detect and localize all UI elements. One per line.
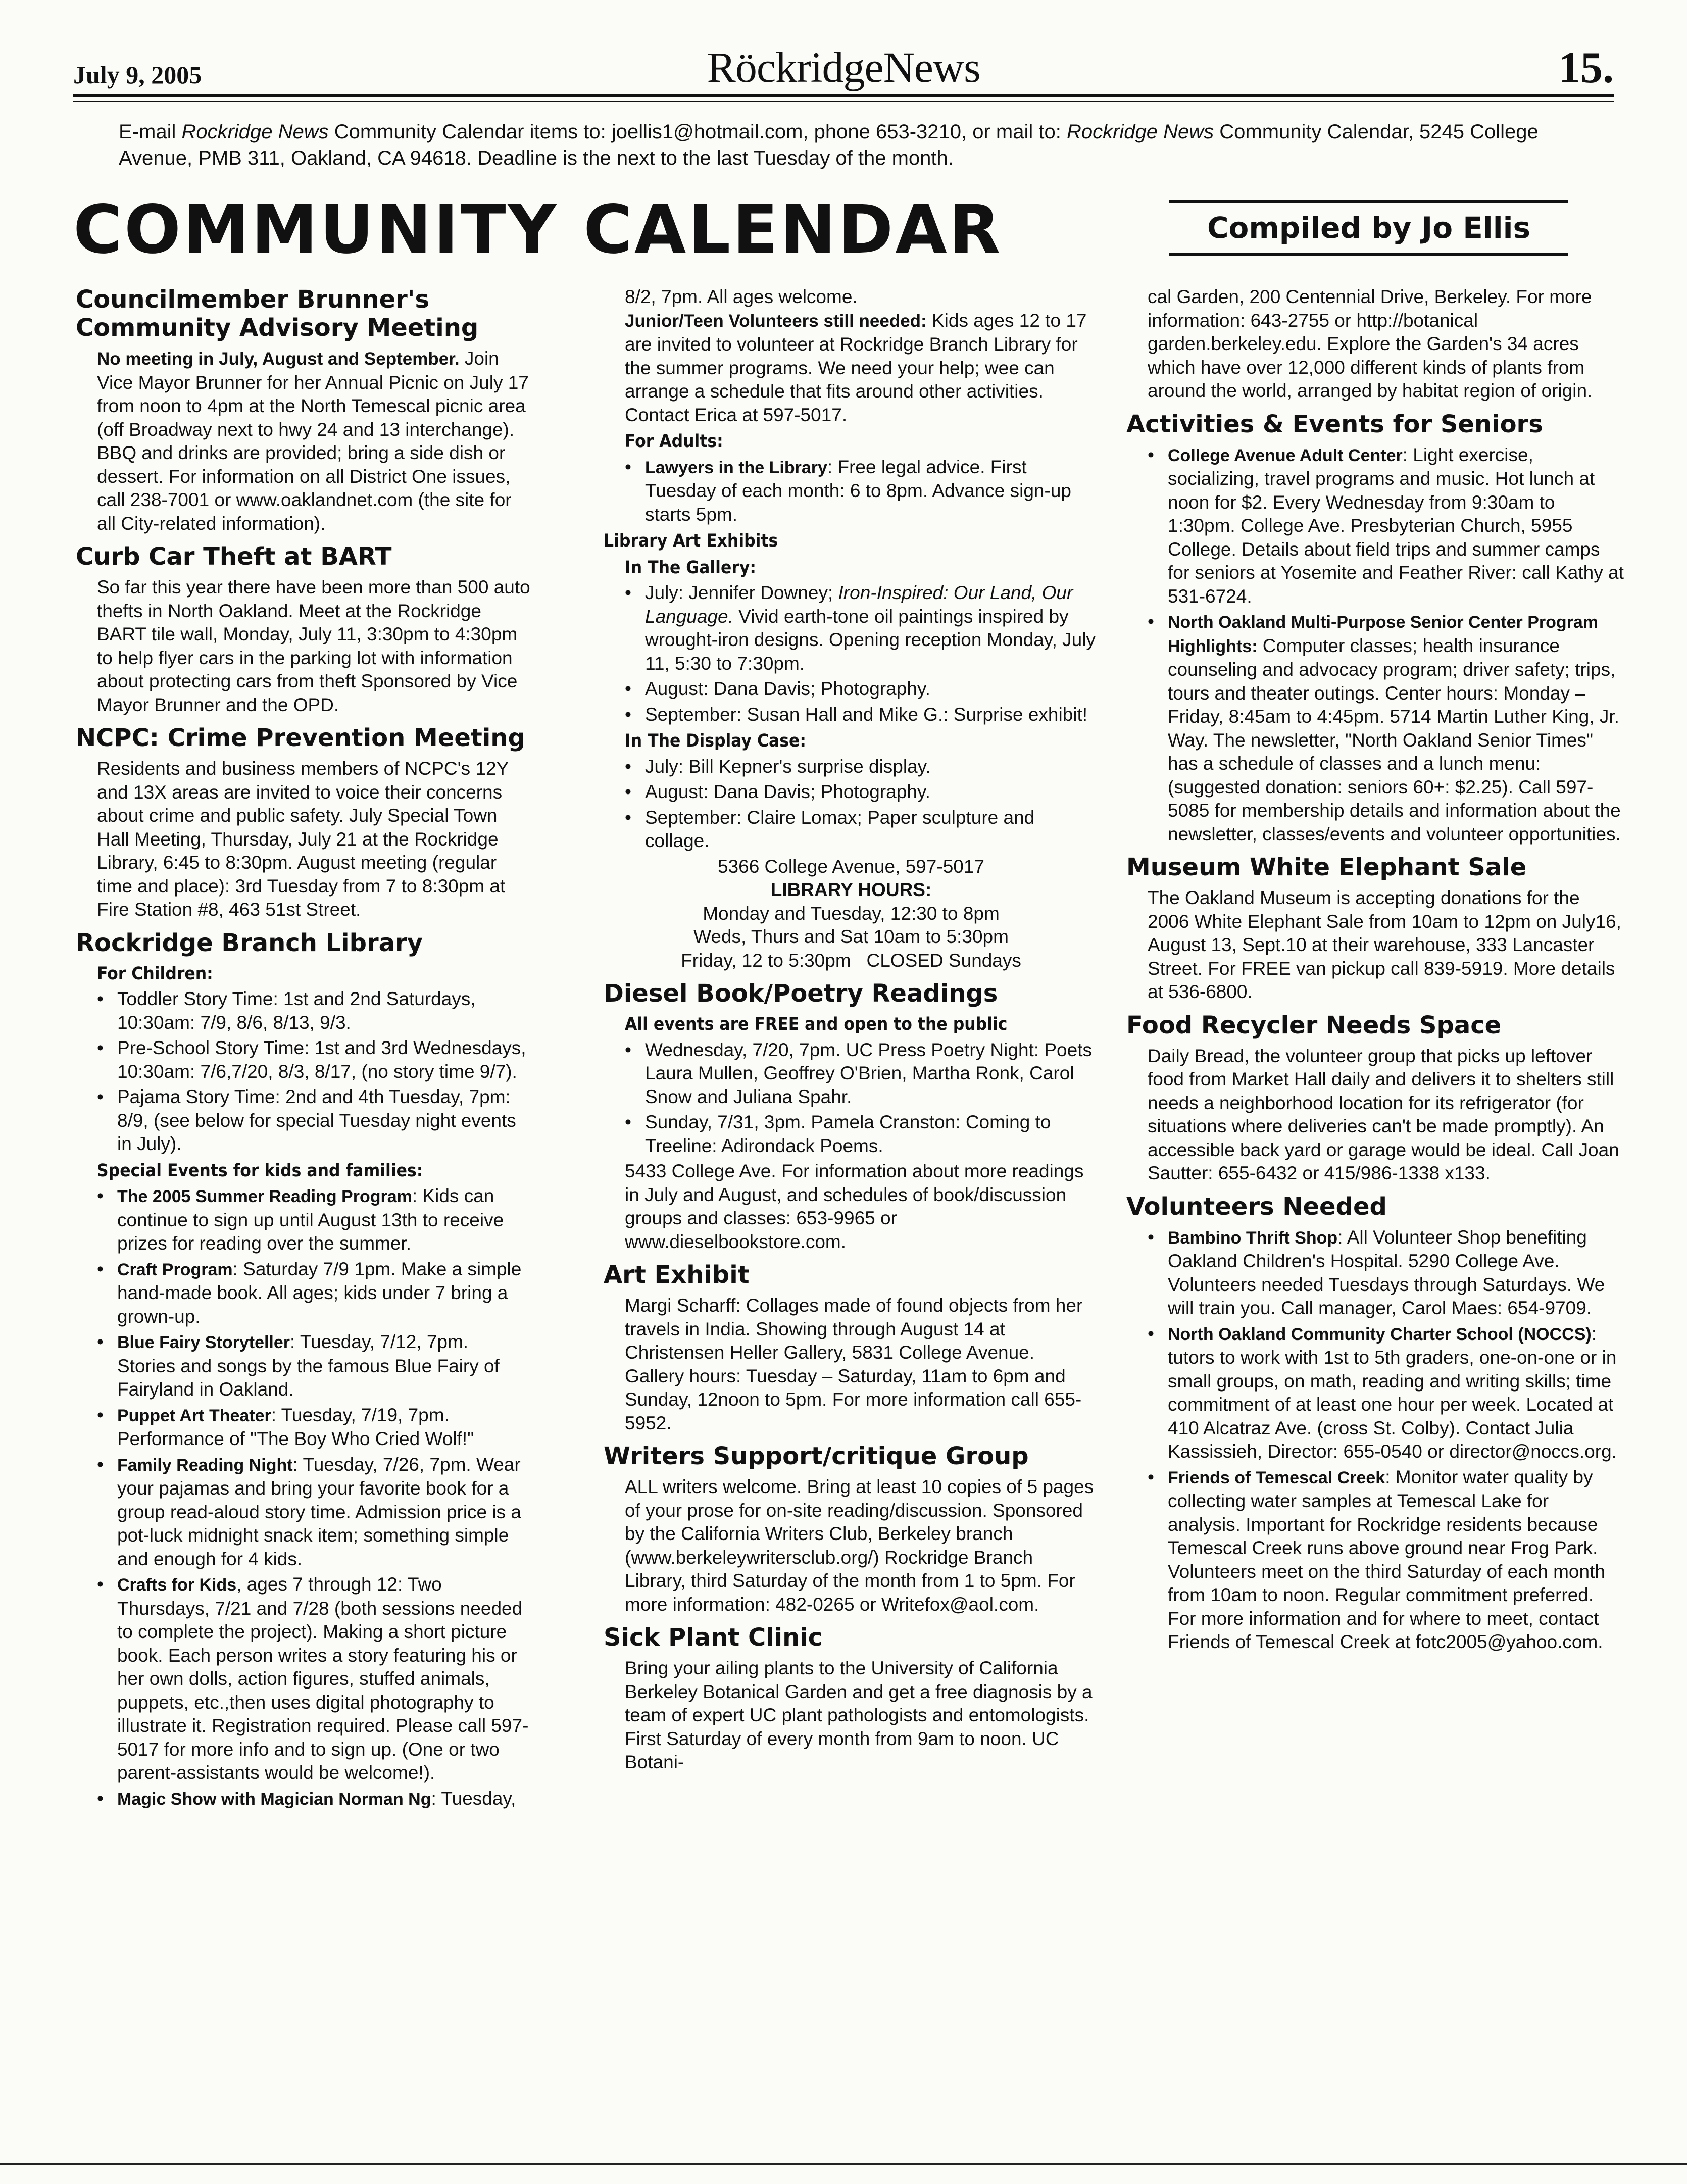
article-plant-clinic [604, 1623, 1099, 1774]
list-item: • North Oakland Community Charter School (NOCCS): tutors to work with 1st to 5th graders, one-on-one or in small groups, on math, reading and writing skills; time commitment of at least one hour per week. Located at 410 Alcatraz Ave. (cross St. Colby). Contact Julia Kassissieh, Director: 655-0540 or director@noccs.org. [1148, 1322, 1626, 1464]
display-list [604, 755, 1099, 853]
paper-name: RöckridgeNews [707, 43, 980, 91]
article-brunner [76, 285, 530, 535]
library-address: 5366 College Avenue, 597-5017 [717, 856, 985, 877]
article-body: The Oakland Museum is accepting donations for the 2006 White Elephant Sale from 10am to 12pm on July16, August 13, Sept.10 at their warehouse, 333 Lancaster Street. For FREE van pickup call 839-5919. More details at 536-6800. [1148, 887, 1621, 1002]
article-diesel [604, 979, 1099, 1254]
seniors-list [1126, 443, 1626, 847]
byline: Compiled by Jo Ellis [1207, 211, 1531, 245]
list-item: • Puppet Art Theater: Tuesday, 7/19, 7pm. Performance of "The Boy Who Cried Wolf!" [97, 1404, 530, 1451]
list-item: • Friends of Temescal Creek: Monitor water quality by collecting water samples at Temescal Lake for analysis. Important for Rockridge residents because Temescal Creek runs above ground near Frog Park. Volunteers meet on the third Saturday of each month from 10am to noon. Regular commitment preferred. For more information and for where to meet, contact Friends of Temescal Creek at fotc2005@yahoo.com. [1148, 1466, 1626, 1654]
article-heading: Activities & Events for Seniors [1126, 410, 1543, 438]
subheading: Library Art Exhibits [604, 531, 778, 551]
article-museum [1126, 853, 1626, 1004]
article-body: No meeting in July, August and September. Join Vice Mayor Brunner for her Annual Picnic on July 17 from noon to 4pm at the North Temescal picnic area (off Broadway next to hwy 24 and 13 interchange). BBQ and drinks are provided; bring a side dish or dessert. For information on all District One issues, call 238-7001 or www.oaklandnet.com (the site for all City-related information). [97, 348, 529, 534]
byline-box [1169, 200, 1568, 256]
adults-list [604, 456, 1099, 527]
list-item: • Lawyers in the Library: Free legal advice. First Tuesday of each month: 6 to 8pm. Advance sign-up starts 5pm. [625, 456, 1099, 527]
hours-line: Friday, 12 to 5:30pm CLOSED Sundays [681, 950, 1021, 971]
children-list [76, 987, 530, 1156]
list-item: • College Avenue Adult Center: Light exercise, socializing, travel programs and music. Hot lunch at noon for $2. Every Wednesday from 9:30am to 1:30pm. College Ave. Presbyterian Church, 5955 College. Details about field trips and summer camps for seniors at Yosemite and Feather River: call Kathy at 531-6724. [1148, 443, 1626, 609]
list-item: • Pre-School Story Time: 1st and 3rd Wednesdays, 10:30am: 7/6,7/20, 8/3, 8/17, (no story time 9/7). [97, 1036, 530, 1083]
continued-text: cal Garden, 200 Centennial Drive, Berkeley. For more information: 643-2755 or http://botanical garden.berkeley.edu. Explore the Garden's 34 acres which have over 12,000 different kinds of plants from around the world, arranged by habitat region of origin. [1148, 286, 1593, 401]
continued-text: 8/2, 7pm. All ages welcome. [625, 286, 858, 307]
page-title: COMMUNITY CALENDAR [73, 191, 1003, 269]
article-heading: NCPC: Crime Prevention Meeting [76, 724, 525, 752]
gallery-list [604, 581, 1099, 726]
list-item: • Bambino Thrift Shop: All Volunteer Shop benefiting Oakland Children's Hospital. 5290 College Ave. Volunteers needed Tuesdays through Saturdays. We will train you. Call manager, Carol Maes: 654-9709. [1148, 1226, 1626, 1320]
masthead-rule-thin [73, 101, 1614, 102]
volunteers-list [1126, 1226, 1626, 1654]
article-heading: Writers Support/critique Group [604, 1442, 1029, 1470]
hours-line: Monday and Tuesday, 12:30 to 8pm [703, 903, 1000, 924]
article-heading: Volunteers Needed [1126, 1192, 1387, 1221]
article-ncpc [76, 724, 530, 922]
article-heading: Councilmember Brunner's Community Advisory Meeting [76, 285, 479, 342]
list-item: • Magic Show with Magician Norman Ng: Tuesday, [97, 1787, 530, 1811]
column-2 [604, 285, 1099, 1774]
article-bart [76, 542, 530, 717]
hours-line: Weds, Thurs and Sat 10am to 5:30pm [693, 926, 1009, 947]
subheading: In The Display Case: [625, 731, 807, 751]
subheading: For Children: [97, 963, 213, 984]
list-item: • The 2005 Summer Reading Program: Kids can continue to sign up until August 13th to receive prizes for reading over the summer. [97, 1184, 530, 1256]
subheading: Special Events for kids and families: [97, 1160, 423, 1181]
article-heading: Curb Car Theft at BART [76, 542, 392, 571]
article-heading: Food Recycler Needs Space [1126, 1011, 1502, 1039]
issue-date: July 9, 2005 [73, 61, 202, 89]
article-body: So far this year there have been more than 500 auto thefts in North Oakland. Meet at the Rockridge BART tile wall, Monday, July 11, 3:30pm to 4:30pm to help flyer cars in the parking lot with information about protecting cars from theft Sponsored by Vice Mayor Brunner and the OPD. [97, 577, 530, 715]
article-volunteers [1126, 1193, 1626, 1654]
list-item: • September: Claire Lomax; Paper sculpture and collage. [625, 806, 1099, 853]
page-number: 15. [1558, 43, 1614, 92]
subheading: All events are FREE and open to the public [625, 1014, 1008, 1034]
masthead [73, 38, 1614, 93]
list-item: • August: Dana Davis; Photography. [625, 677, 1099, 701]
article-body: 5433 College Ave. For information about more readings in July and August, and schedules of book/discussion groups and classes: 653-9965 or www.dieselbookstore.com. [625, 1161, 1084, 1252]
list-item: • September: Susan Hall and Mike G.: Surprise exhibit! [625, 703, 1099, 727]
subheading: For Adults: [625, 431, 723, 452]
list-item: • Wednesday, 7/20, 7pm. UC Press Poetry Night: Poets Laura Mullen, Geoffrey O'Brien, Martha Ronk, Carol Snow and Juliana Spahr. [625, 1038, 1099, 1109]
special-events-list [76, 1184, 530, 1811]
article-body: Daily Bread, the volunteer group that picks up leftover food from Market Hall daily and delivers it to shelters still needs a neighborhood location for its refrigerator (for situations where deliveries can't be made promptly). An accessible back yard or garage would be ideal. Call Joan Sautter: 655-6432 or 415/986-1338 x133. [1148, 1045, 1619, 1183]
library-hours-label: LIBRARY HOURS: [770, 879, 932, 900]
column-3 [1126, 285, 1626, 1656]
bottom-rule [0, 2163, 1687, 2165]
list-item: • North Oakland Multi-Purpose Senior Center Program Highlights: Computer classes; health insurance counseling and advocacy program; driver safety; trips, tours and theater outings. Center hours: Monday – Friday, 8:45am to 4:45pm. 5714 Martin Luther King, Jr. Way. The newsletter, "North Oakland Senior Times" has a schedule of classes and a lunch menu: (suggested donation: seniors 60+: $2.25). Call 597-5085 for membership details and information about the newsletter, classes/events and volunteer opportunities. [1148, 610, 1626, 846]
list-item: • Crafts for Kids, ages 7 through 12: Two Thursdays, 7/21 and 7/28 (both sessions needed to complete the project). Making a short picture book. Each person writes a story featuring his or her own dolls, action figures, stuffed animals, puppets, etc.,then uses digital photography to illustrate it. Registration required. Please call 597-5017 for more info and to sign up. (One or two parent-assistants would be welcome!). [97, 1573, 530, 1785]
subheading: In The Gallery: [625, 557, 756, 578]
list-item: • Pajama Story Time: 2nd and 4th Tuesday, 7pm: 8/9, (see below for special Tuesday night events in July). [97, 1085, 530, 1156]
list-item: • July: Jennifer Downey; Iron-Inspired: Our Land, Our Language. Vivid earth-tone oil paintings inspired by wrought-iron designs. Opening reception Monday, July 11, 5:30 to 7:30pm. [625, 581, 1099, 675]
list-item: • Toddler Story Time: 1st and 2nd Saturdays, 10:30am: 7/9, 8/6, 8/13, 9/3. [97, 987, 530, 1034]
article-heading: Rockridge Branch Library [76, 928, 423, 957]
article-library [76, 929, 530, 1811]
list-item: • July: Bill Kepner's surprise display. [625, 755, 1099, 779]
article-body: Bring your ailing plants to the University of California Berkeley Botanical Garden and get a free diagnosis by a team of expert UC plant pathologists and entomologists. First Saturday of every month from 9am to noon. UC Botani- [625, 1658, 1093, 1772]
article-body: Margi Scharff: Collages made of found objects from her travels in India. Showing through August 14 at Christensen Heller Gallery, 5831 College Avenue. Gallery hours: Tuesday – Saturday, 11am to 6pm and Sunday, 12noon to 5pm. For more information call 655-5952. [625, 1295, 1083, 1433]
article-seniors [1126, 410, 1626, 847]
readings-list [604, 1038, 1099, 1158]
article-body: Residents and business members of NCPC's 12Y and 13X areas are invited to voice their concerns about crime and public safety. July Special Town Hall Meeting, Thursday, July 21 at the Rockridge Library, 6:45 to 8:30pm. August meeting (regular time and place): 3rd Tuesday from 7 to 8:30pm at Fire Station #8, 463 51st Street. [97, 758, 509, 920]
article-heading: Diesel Book/Poetry Readings [604, 979, 998, 1008]
article-body: ALL writers welcome. Bring at least 10 copies of 5 pages of your prose for on-site reading/discussion. Sponsored by the California Writers Club, Berkeley branch (www.berkeleywritersclub.org/) Rockridge Branch Library, third Saturday of the month from 1 to 5pm. For more information: 482-0265 or Writefox@aol.com. [625, 1476, 1094, 1615]
column-1 [76, 285, 530, 1813]
list-item: • Blue Fairy Storyteller: Tuesday, 7/12, 7pm. Stories and songs by the famous Blue Fairy of Fairyland in Oakland. [97, 1330, 530, 1402]
list-item: • August: Dana Davis; Photography. [625, 780, 1099, 804]
article-heading: Sick Plant Clinic [604, 1623, 823, 1652]
list-item: • Family Reading Night: Tuesday, 7/26, 7pm. Wear your pajamas and bring your favorite book for a group read-aloud story time. Admission price is a pot-luck midnight snack item; something simple and enough for 4 kids. [97, 1453, 530, 1571]
list-item: • Craft Program: Saturday 7/9 1pm. Make a simple hand-made book. All ages; kids under 7 bring a grown-up. [97, 1258, 530, 1329]
teen-volunteers: Junior/Teen Volunteers still needed: Kids ages 12 to 17 are invited to volunteer at Rockridge Branch Library for the summer programs. We need your help; wee can arrange a schedule that fits around other activities. Contact Erica at 597-5017. [625, 310, 1087, 425]
list-item: • Sunday, 7/31, 3pm. Pamela Cranston: Coming to Treeline: Adirondack Poems. [625, 1111, 1099, 1158]
article-food [1126, 1011, 1626, 1185]
masthead-rule [73, 94, 1614, 97]
article-heading: Museum White Elephant Sale [1126, 853, 1527, 881]
article-art-exhibit [604, 1261, 1099, 1435]
article-heading: Art Exhibit [604, 1261, 750, 1289]
article-writers [604, 1442, 1099, 1616]
submission-info: E-mail Rockridge News Community Calendar items to: joellis1@hotmail.com, phone 653-3210, or mail to: Rockridge News Community Calendar, 5245 College Avenue, PMB 311, Oakland, CA 94618. Deadline is the next to the last Tuesday of the month. [119, 121, 1539, 169]
